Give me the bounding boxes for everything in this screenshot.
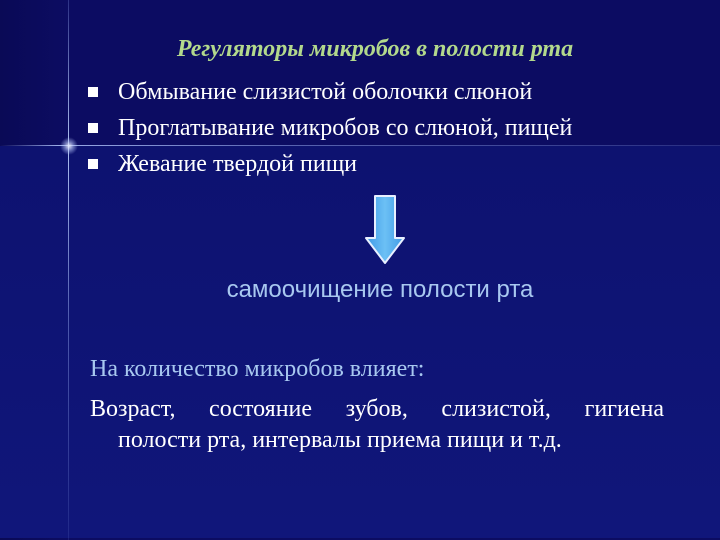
bullet-item xyxy=(88,146,572,182)
influence-heading: На количество микробов влияет: xyxy=(90,356,425,382)
bullet-list xyxy=(88,74,572,182)
bullet-item xyxy=(88,110,572,146)
factors-line-2: полости рта, интервалы приема пищи и т.д. xyxy=(118,427,562,453)
bullet-item xyxy=(88,74,572,110)
bullet-text: Жевание твердой пищи xyxy=(118,151,358,177)
result-text: самоочищение полости рта xyxy=(226,276,534,303)
factors-line-1: Возраст, состояние зубов, слизистой, гигиена xyxy=(90,396,664,422)
lower-band xyxy=(0,146,720,538)
square-bullet-icon xyxy=(88,87,98,97)
sparkle-icon xyxy=(60,137,78,155)
square-bullet-icon xyxy=(88,123,98,133)
influence-factors xyxy=(90,394,664,456)
bullet-text: Проглатывание микробов со слюной, пищей xyxy=(118,115,573,141)
vertical-accent-line xyxy=(68,0,69,540)
bullet-text: Обмывание слизистой оболочки слюной xyxy=(118,79,533,105)
down-arrow-icon xyxy=(363,194,407,266)
slide-title: Регуляторы микробов в полости рта xyxy=(176,36,574,62)
square-bullet-icon xyxy=(88,159,98,169)
